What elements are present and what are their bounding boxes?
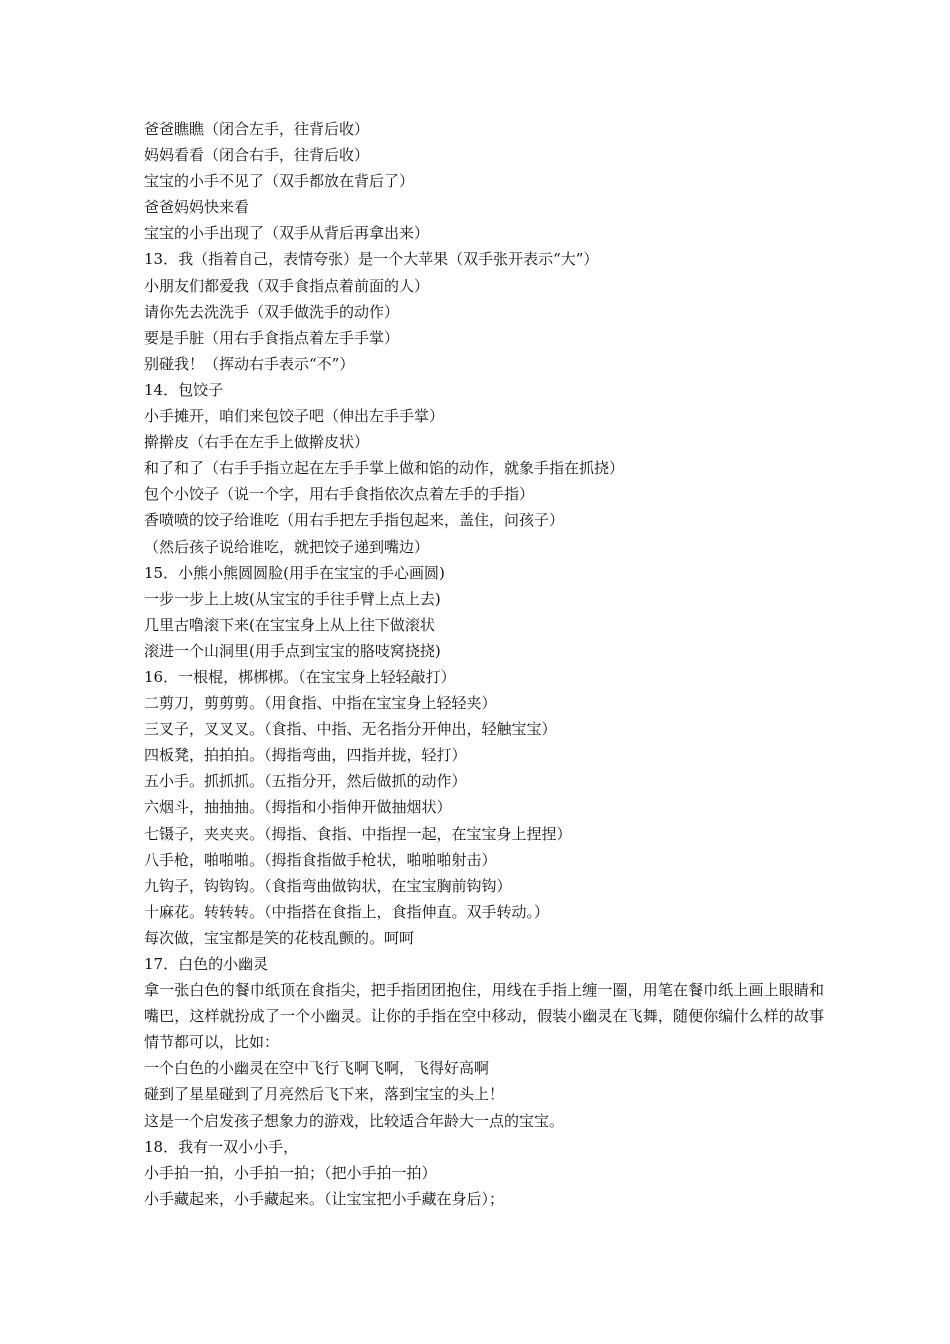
section-heading-16: 16．一根棍，梆梆梆。（在宝宝身上轻轻敲打） [144, 667, 456, 686]
text-line: 爸爸瞧瞧（闭合左手，往背后收） [144, 120, 370, 138]
text-line: 九钩子，钩钩钩。（食指弯曲做钩状，在宝宝胸前钩钩） [144, 876, 512, 895]
text-line: 一个白色的小幽灵在空中飞行飞啊飞啊，飞得好高啊 [144, 1059, 490, 1078]
text-line: 妈妈看看（闭合右手，往背后收） [144, 146, 370, 165]
text-line: 这是一个启发孩子想象力的游戏，比较适合年龄大一点的宝宝。 [144, 1111, 565, 1130]
text-line: 八手枪，啪啪啪。（拇指食指做手枪状，啪啪啪射击） [144, 850, 497, 869]
section-heading-17: 17．白色的小幽灵 [144, 955, 269, 973]
text-line: 一步一步上上坡(从宝宝的手往手臂上点上去) [144, 589, 441, 608]
text-line: 每次做，宝宝都是笑的花枝乱颤的。呵呵 [144, 928, 415, 947]
paragraph-17: 拿一张白色的餐巾纸顶在食指尖，把手指团团抱住，用线在手指上缠一圈，用笔在餐巾纸上画上眼睛和嘴巴，这样就扮成了一个小幽灵。让你的手指在空中移动，假装小幽灵在飞舞，随便你编什么样的故事情节都可以，比如： [144, 981, 824, 1052]
text-line: 别碰我！（挥动右手表示“不”） [144, 354, 355, 373]
text-line: 小手藏起来，小手藏起来。（让宝宝把小手藏在身后）； [144, 1189, 505, 1208]
section-heading-18: 18．我有一双小小手， [144, 1137, 299, 1156]
text-line: 二剪刀，剪剪剪。（用食指、中指在宝宝身上轻轻夹） [144, 694, 497, 713]
section-heading-13: 13．我（指着自己，表情夸张）是一个大苹果（双手张开表示“大”） [144, 250, 599, 269]
text-line: 小朋友们都爱我（双手食指点着前面的人） [144, 276, 430, 295]
text-line: 爸爸妈妈快来看 [144, 198, 250, 217]
text-line: 三叉子，叉叉叉。（食指、中指、无名指分开伸出，轻触宝宝） [144, 720, 557, 739]
text-line: 滚进一个山洞里(用手点到宝宝的胳吱窝挠挠) [144, 641, 441, 660]
text-line: 擀擀皮（右手在左手上做擀皮状） [144, 433, 370, 452]
text-line: 六烟斗，抽抽抽。（拇指和小指伸开做抽烟状） [144, 798, 452, 817]
text-line: 小手拍一拍，小手拍一拍；（把小手拍一拍） [144, 1163, 437, 1182]
text-line: 包个小饺子（说一个字，用右手食指依次点着左手的手指） [144, 485, 535, 504]
text-line: 四板凳，拍拍拍。（拇指弯曲，四指并拢，轻打） [144, 746, 467, 765]
text-line: 宝宝的小手出现了（双手从背后再拿出来） [144, 224, 430, 243]
text-line: 要是手脏（用右手食指点着左手手掌） [144, 328, 400, 347]
text-line: 七镊子，夹夹夹。（拇指、食指、中指捏一起，在宝宝身上捏捏） [144, 824, 572, 843]
text-line: 十麻花。转转转。（中指搭在食指上，食指伸直。双手转动。） [144, 902, 550, 921]
section-heading-15: 15．小熊小熊圆圆脸(用手在宝宝的手心画圆) [144, 563, 445, 582]
text-line: 小手摊开，咱们来包饺子吧（伸出左手手掌） [144, 407, 445, 426]
text-line: 五小手。抓抓抓。（五指分开，然后做抓的动作） [144, 772, 467, 791]
document-body [144, 116, 824, 1212]
text-line: 几里古噜滚下来(在宝宝身上从上往下做滚状 [144, 615, 435, 634]
text-line: 和了和了（右手手指立起在左手手掌上做和馅的动作，就象手指在抓挠） [144, 459, 625, 478]
text-line: 宝宝的小手不见了（双手都放在背后了） [144, 172, 415, 191]
text-line: 香喷喷的饺子给谁吃（用右手把左手指包起来，盖住，问孩子） [144, 511, 565, 530]
text-line: 碰到了星星碰到了月亮然后飞下来，落到宝宝的头上！ [144, 1085, 505, 1104]
text-line: （然后孩子说给谁吃，就把饺子递到嘴边） [144, 537, 430, 556]
section-heading-14: 14．包饺子 [144, 380, 224, 399]
text-line: 请你先去洗洗手（双手做洗手的动作） [144, 302, 400, 321]
